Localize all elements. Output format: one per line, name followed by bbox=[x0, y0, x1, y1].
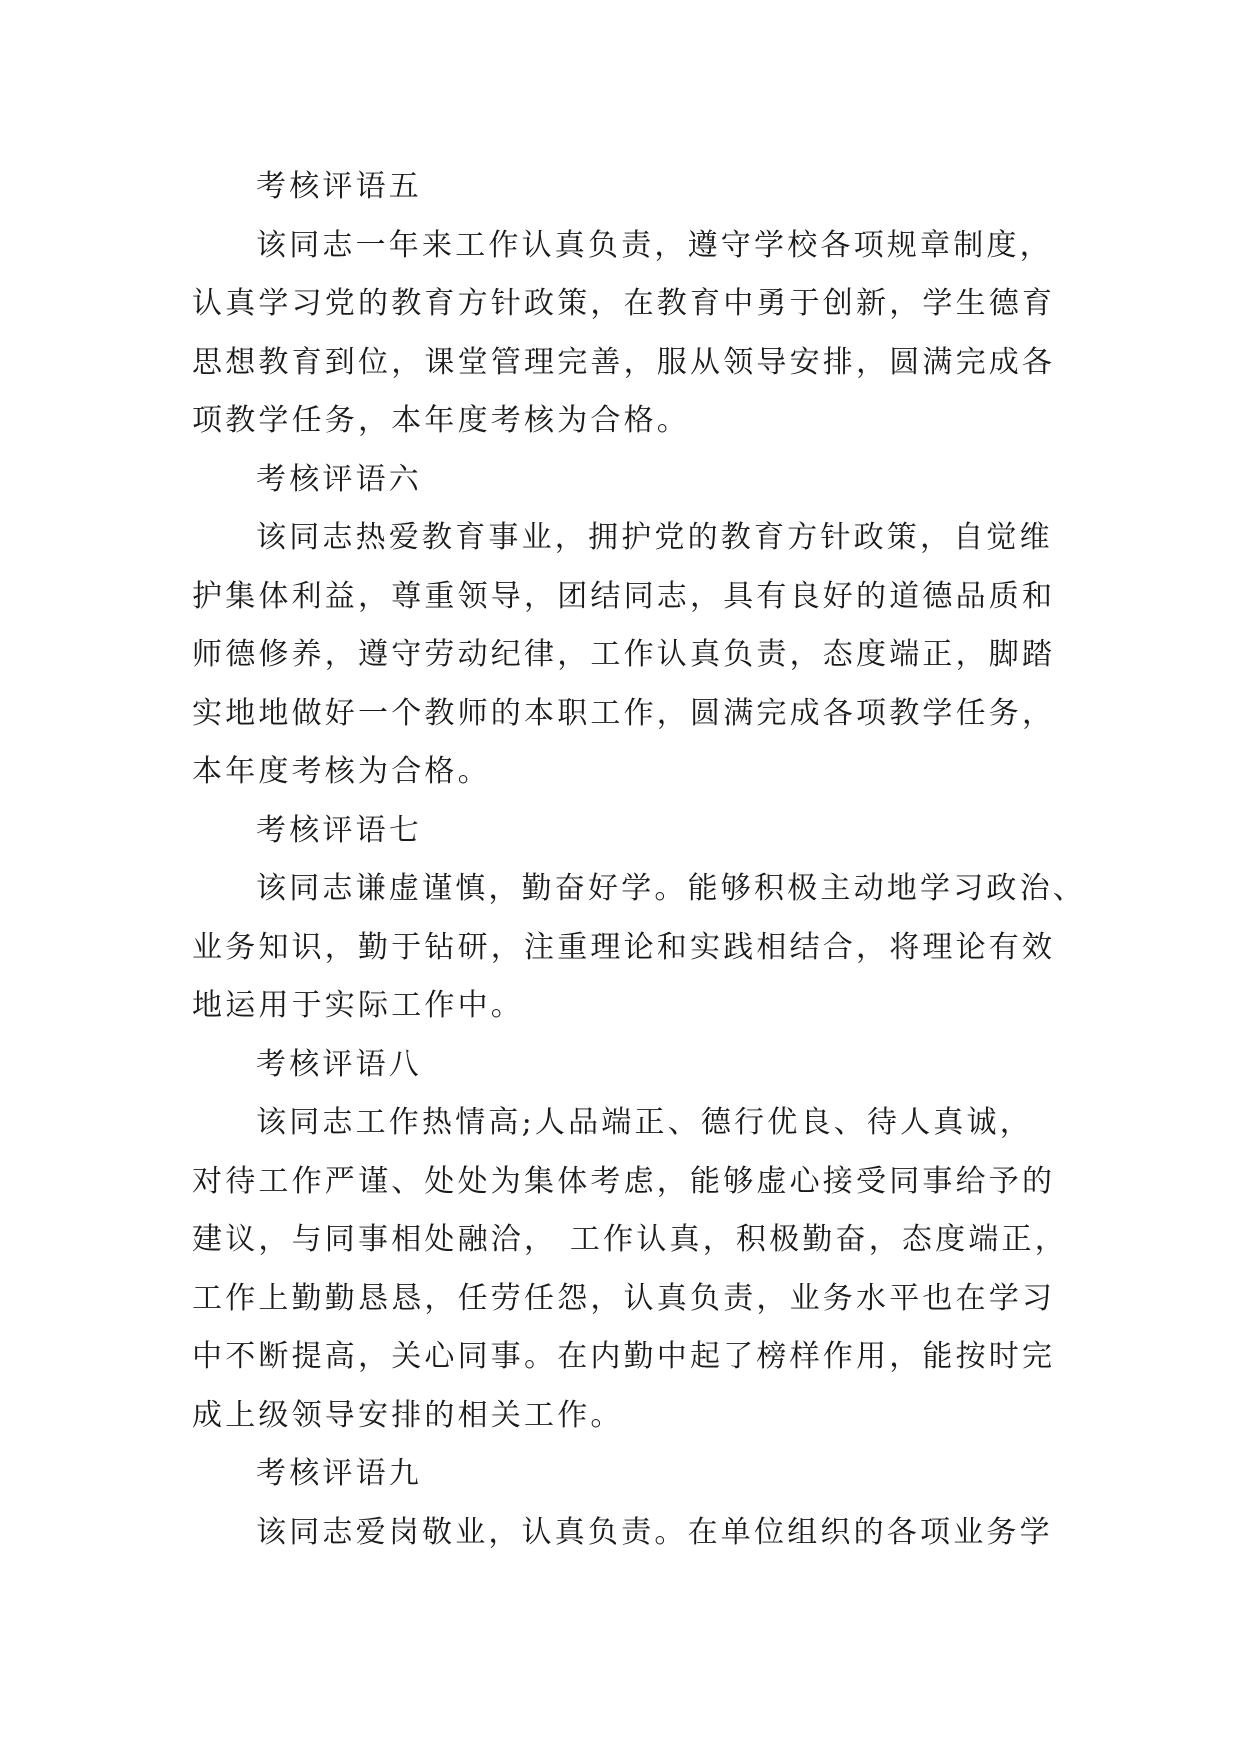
section-heading: 考核评语五 bbox=[256, 169, 422, 204]
paragraph-line: 对待工作严谨、处处为集体考虑，能够虚心接受同事给予的 bbox=[192, 1163, 1056, 1199]
paragraph-line: 建议，与同事相处融洽， 工作认真，积极勤奋，态度端正， bbox=[192, 1222, 1068, 1257]
paragraph-line: 中不断提高，关心同事。在内勤中起了榜样作用，能按时完 bbox=[192, 1339, 1056, 1374]
paragraph-line: 护集体利益，尊重领导，团结同志，具有良好的道德品质和 bbox=[192, 578, 1056, 614]
paragraph-line: 该同志谦虚谨慎，勤奋好学。能够积极主动地学习政治、 bbox=[256, 871, 1086, 906]
paragraph-line: 实地地做好一个教师的本职工作，圆满完成各项教学任务， bbox=[192, 695, 1056, 731]
paragraph-line: 工作上勤勤恳恳，任劳任怨，认真负责，业务水平也在学习 bbox=[192, 1280, 1056, 1316]
section-heading: 考核评语七 bbox=[256, 812, 422, 848]
paragraph-line: 该同志爱岗敬业，认真负责。在单位组织的各项业务学 bbox=[256, 1514, 1053, 1550]
section-heading: 考核评语九 bbox=[256, 1456, 422, 1491]
paragraph-line: 该同志一年来工作认真负责，遵守学校各项规章制度， bbox=[256, 227, 1053, 263]
paragraph-line: 认真学习党的教育方针政策，在教育中勇于创新，学生德育 bbox=[192, 286, 1056, 321]
paragraph-line: 业务知识，勤于钻研，注重理论和实践相结合，将理论有效 bbox=[192, 929, 1056, 965]
paragraph-line: 该同志热爱教育事业，拥护党的教育方针政策，自觉维 bbox=[256, 520, 1053, 555]
section-heading: 考核评语六 bbox=[256, 461, 422, 497]
paragraph-line: 师德修养，遵守劳动纪律，工作认真负责，态度端正，脚踏 bbox=[192, 637, 1056, 672]
paragraph-line: 项教学任务，本年度考核为合格。 bbox=[192, 403, 690, 438]
paragraph-line: 成上级领导安排的相关工作。 bbox=[192, 1397, 624, 1433]
paragraph-line: 地运用于实际工作中。 bbox=[192, 988, 524, 1023]
paragraph-line: 该同志工作热情高;人品端正、德行优良、待人真诚， bbox=[256, 1105, 1033, 1140]
document-body bbox=[192, 158, 1086, 1562]
section-heading: 考核评语八 bbox=[256, 1046, 422, 1082]
paragraph-line: 思想教育到位，课堂管理完善，服从领导安排，圆满完成各 bbox=[192, 344, 1056, 380]
paragraph-line: 本年度考核为合格。 bbox=[192, 754, 491, 789]
